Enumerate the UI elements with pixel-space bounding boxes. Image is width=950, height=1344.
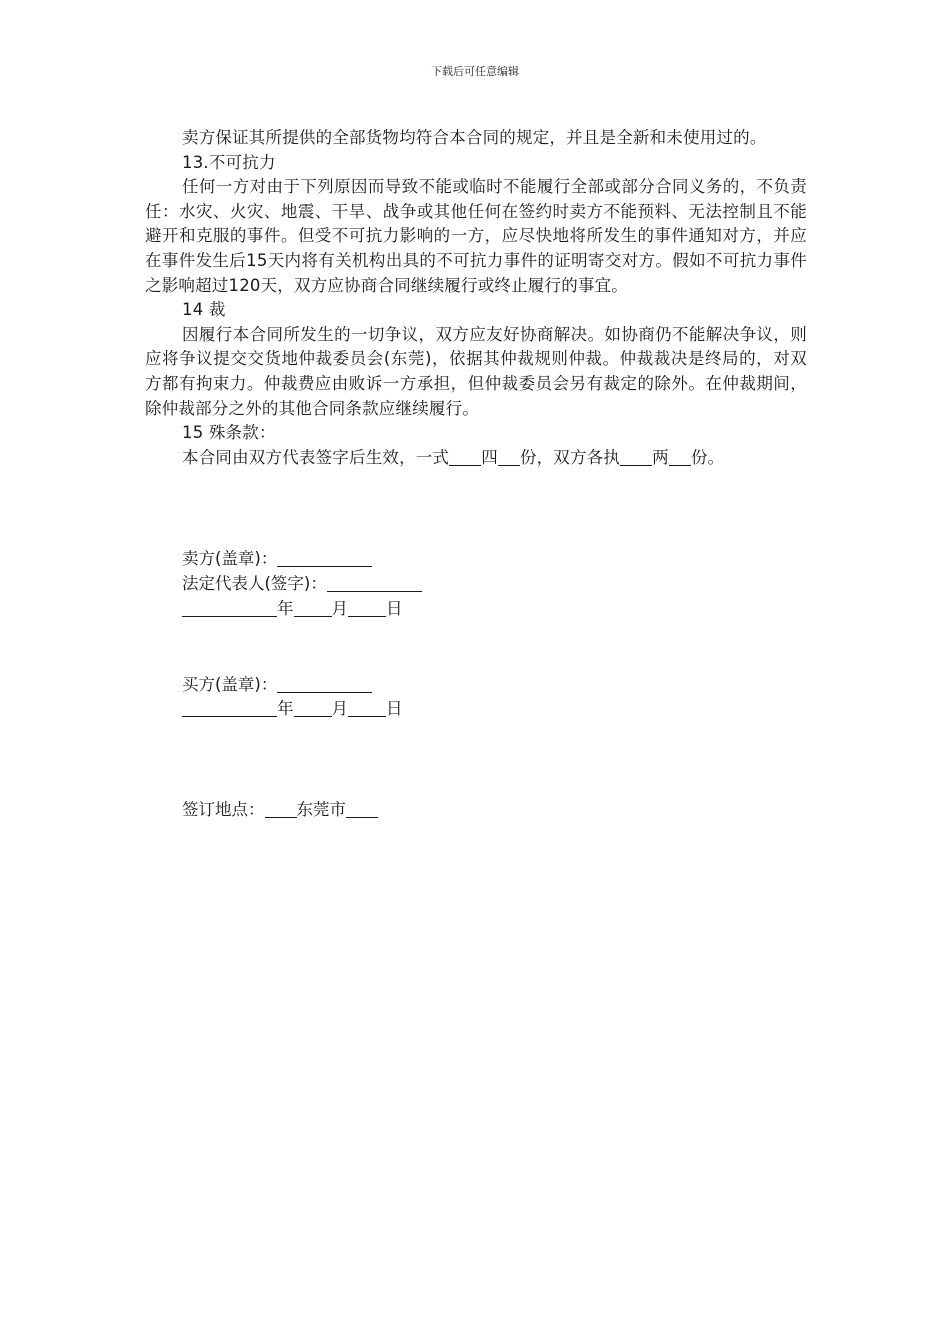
each-blank-left <box>620 448 652 466</box>
buyer-date-line <box>182 697 403 722</box>
special-terms-line <box>145 446 807 471</box>
buyer-year-label: 年 <box>277 699 294 718</box>
seller-date-line <box>182 597 403 622</box>
seller-year-label: 年 <box>277 599 294 618</box>
copies-total: 四 <box>481 447 498 467</box>
copies-blank-right <box>498 448 520 466</box>
place-value: 东莞市 <box>296 800 346 819</box>
force-majeure-paragraph: 任何一方对由于下列原因而导致不能或临时不能履行全部或部分合同义务的，不负责任：水灾、火灾、地震、干旱、战争或其他任何在签约时卖方不能预料、无法控制且不能避开和克服的事件。但受不可抗力影响的一方，应尽快地将所发生的事件通知对方，并应在事件发生后15天内将有关机构出具的不可抗力事件的证明寄交对方。假如不可抗力事件之影响超过120天，双方应协商合同继续履行或终止履行的事宜。 <box>145 177 807 295</box>
contract-body <box>145 126 807 470</box>
seller-day-label: 日 <box>386 599 403 618</box>
header-note: 下载后可任意编辑 <box>431 65 519 78</box>
seller-month-label: 月 <box>331 599 348 618</box>
seller-year-blank <box>182 599 277 617</box>
buyer-month-label: 月 <box>331 699 348 718</box>
seller-seal-blank <box>277 549 372 567</box>
buyer-year-blank <box>182 699 277 717</box>
buyer-day-blank <box>348 699 386 717</box>
place-blank-right <box>346 800 378 818</box>
copies-blank-left <box>449 448 481 466</box>
seller-month-blank <box>294 599 332 617</box>
place-blank-left <box>265 800 297 818</box>
seller-day-blank <box>348 599 386 617</box>
copies-each: 两 <box>652 447 669 467</box>
buyer-seal-line <box>182 673 372 698</box>
seller-label: 卖方(盖章)： <box>182 549 278 568</box>
legal-rep-line <box>182 572 422 597</box>
legal-rep-blank <box>327 574 422 592</box>
seller-seal-line <box>182 547 372 572</box>
arbitration-paragraph: 因履行本合同所发生的一切争议，双方应友好协商解决。如协商仍不能解决争议，则应将争议提交交货地仲裁委员会(东莞)，依据其仲裁规则仲裁。仲裁裁决是终局的，对双方都有拘束力。仲裁费应由败诉一方承担，但仲裁委员会另有裁定的除外。在仲裁期间，除仲裁部分之外的其他合同条款应继续履行。 <box>145 324 807 418</box>
buyer-seal-blank <box>277 675 372 693</box>
legal-rep-label: 法定代表人(签字)： <box>182 574 327 593</box>
special-terms-mid: 份，双方各执 <box>519 447 621 467</box>
warranty-paragraph: 卖方保证其所提供的全部货物均符合本合同的规定，并且是全新和未使用过的。 <box>182 128 767 147</box>
force-majeure-heading: 13.不可抗力 <box>182 152 276 172</box>
buyer-day-label: 日 <box>386 699 403 718</box>
signing-place-line <box>182 798 378 823</box>
arbitration-heading: 14 裁 <box>182 300 226 320</box>
buyer-month-blank <box>294 699 332 717</box>
place-label: 签订地点： <box>182 800 265 819</box>
special-terms-heading: 15 殊条款： <box>182 423 276 443</box>
each-blank-right <box>669 448 691 466</box>
special-terms-suffix: 份。 <box>690 447 725 467</box>
buyer-label: 买方(盖章)： <box>182 675 278 694</box>
special-terms-prefix: 本合同由双方代表签字后生效，一式 <box>182 447 450 467</box>
